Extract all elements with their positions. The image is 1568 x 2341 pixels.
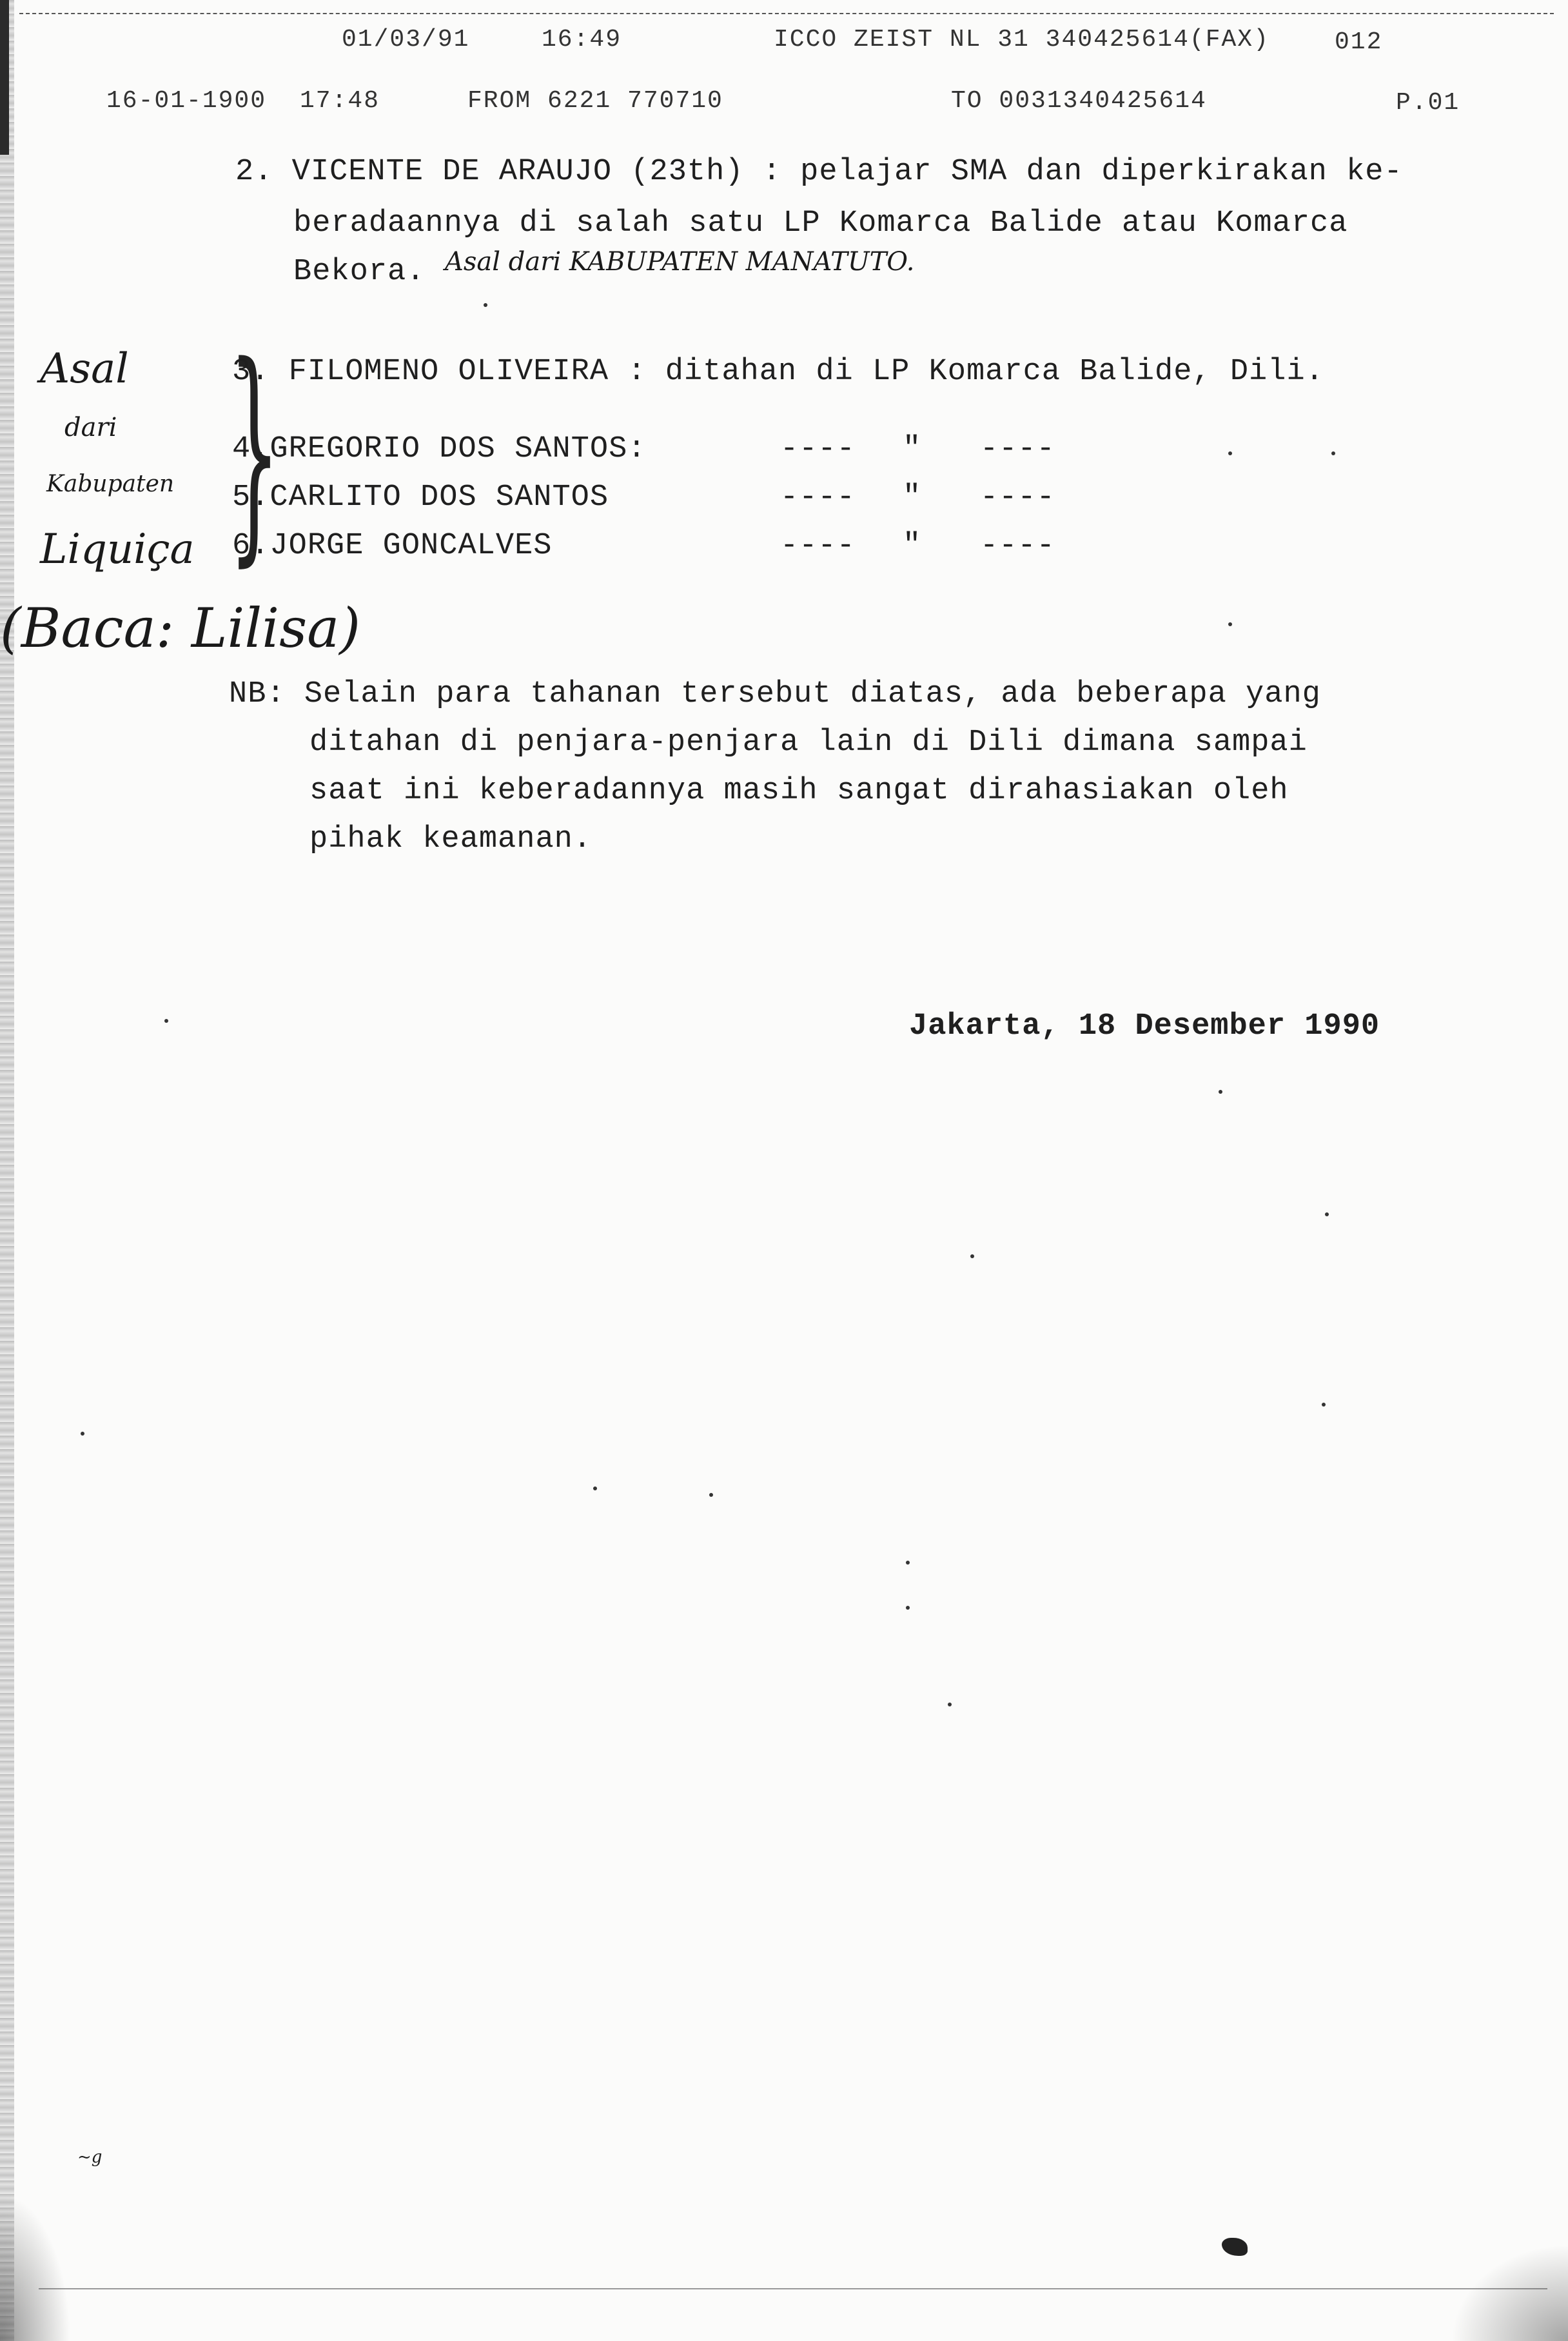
margin-note-line-3: Kabupaten <box>46 471 175 497</box>
item-6-col-3: ---- <box>980 529 1055 563</box>
scan-edge-shadow <box>0 0 14 2341</box>
margin-note-line-5: (Baca: Lilisa) <box>0 597 361 660</box>
transmit-page: P.01 <box>1396 89 1460 117</box>
scan-corner-mark <box>0 0 9 155</box>
scan-speck <box>709 1493 713 1497</box>
item-4-col-3: ---- <box>980 432 1055 466</box>
item-5-col-3: ---- <box>980 480 1055 515</box>
item-5-col-2: " <box>903 480 922 515</box>
margin-note-line-2: dari <box>64 413 117 442</box>
scan-speck <box>1325 1212 1329 1216</box>
scan-speck <box>948 1703 952 1706</box>
item-5-col-1: ---- <box>780 480 856 515</box>
bottom-scan-mark: ~g <box>77 2148 103 2167</box>
scan-speck <box>1322 1403 1326 1407</box>
scan-speck <box>81 1432 84 1436</box>
transmit-date: 16-01-1900 <box>106 87 267 115</box>
nb-line-2: ditahan di penjara-penjara lain di Dili dimana sampai <box>309 726 1308 760</box>
transmit-to: TO 0031340425614 <box>951 87 1207 115</box>
item-6-col-1: ---- <box>780 529 856 563</box>
brace-mark: } <box>228 316 280 586</box>
margin-note-line-1: Asal <box>40 345 129 393</box>
scan-speck <box>970 1254 974 1258</box>
fax-date: 01/03/91 <box>342 26 470 54</box>
scan-speck <box>593 1487 597 1490</box>
transmit-time: 17:48 <box>300 87 380 115</box>
scan-speck <box>1228 622 1232 626</box>
scan-speck <box>164 1019 168 1023</box>
fax-page-code: 012 <box>1335 28 1383 56</box>
item-4-col-1: ---- <box>780 432 856 466</box>
item-6-name: 6.JORGE GONCALVES <box>232 529 553 563</box>
item-2-line-2: beradaannya di salah satu LP Komarca Balide atau Komarca <box>293 206 1348 241</box>
item-3: 3. FILOMENO OLIVEIRA : ditahan di LP Komarca Balide, Dili. <box>232 355 1324 389</box>
scan-speck <box>906 1561 910 1565</box>
nb-line-3: saat ini keberadannya masih sangat dirahasiakan oleh <box>309 774 1289 808</box>
handwritten-origin-note: Asal dari KABUPATEN MANATUTO. <box>445 247 915 277</box>
bottom-ink-blot <box>1222 2238 1248 2256</box>
nb-line-4: pihak keamanan. <box>309 822 593 856</box>
fax-sender: ICCO ZEIST NL 31 340425614(FAX) <box>774 26 1269 54</box>
scan-speck <box>1228 451 1232 455</box>
item-4-col-2: " <box>903 432 922 466</box>
scan-speck <box>906 1606 910 1610</box>
transmit-from: FROM 6221 770710 <box>467 87 723 115</box>
item-2-line-3: Bekora. <box>293 255 426 289</box>
scan-speck <box>484 303 487 307</box>
item-4-name: 4.GREGORIO DOS SANTOS: <box>232 432 647 466</box>
footer-border <box>39 2288 1547 2289</box>
margin-note-line-4: Liquiça <box>40 526 195 573</box>
nb-line-1: NB: Selain para tahanan tersebut diatas, ada beberapa yang <box>229 677 1321 711</box>
item-5-name: 5.CARLITO DOS SANTOS <box>232 480 609 515</box>
scan-speck <box>1219 1090 1222 1094</box>
place-date: Jakarta, 18 Desember 1990 <box>909 1009 1380 1043</box>
header-top-border <box>19 13 1554 14</box>
bottom-left-scan-shadow <box>0 2193 71 2341</box>
item-2-line-1: 2. VICENTE DE ARAUJO (23th) : pelajar SMA dan diperkirakan ke- <box>235 155 1403 189</box>
item-6-col-2: " <box>903 529 922 563</box>
scan-speck <box>1331 451 1335 455</box>
bottom-right-scan-shadow <box>1451 2244 1568 2341</box>
fax-time: 16:49 <box>542 26 622 54</box>
